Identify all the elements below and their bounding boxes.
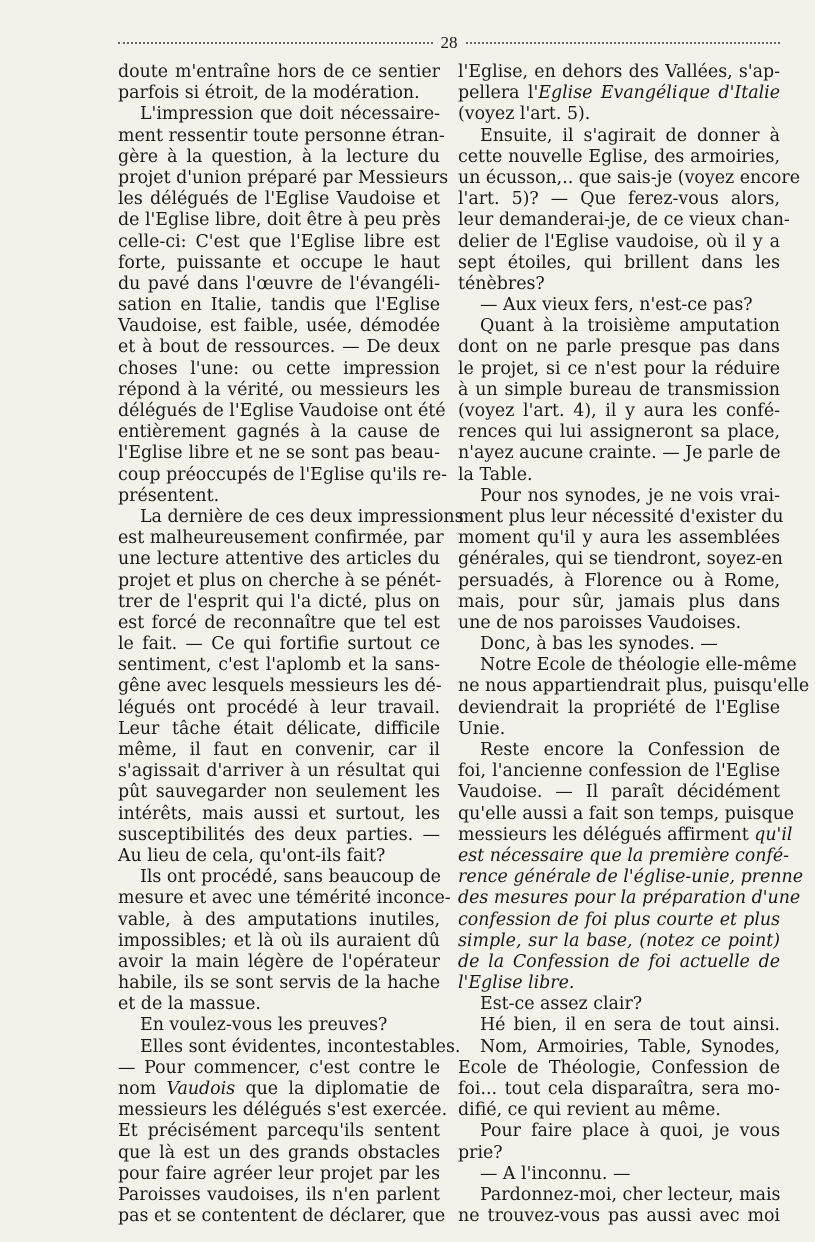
text-line: pour faire agréer leur projet par les [118, 1163, 440, 1184]
text-line: parfois si étroit, de la modération. [118, 83, 420, 104]
text-line: (voyez l'art. 5). [458, 104, 591, 125]
text-line: Est-ce assez clair? [480, 994, 643, 1015]
text-line: est forcé de reconnaître que tel est [118, 612, 440, 633]
text-line: difié, ce qui revient au même. [458, 1100, 721, 1121]
text-line: l'Eglise libre et ne se sont pas beau- [118, 443, 440, 464]
text-line: Ecole de Théologie, Confession de [458, 1057, 780, 1078]
left-column [118, 62, 464, 1227]
text-line: nom Vaudois que la diplomatie de [118, 1079, 440, 1099]
text-line: le projet, si ce n'est pour la réduire [458, 358, 780, 379]
text-line: sept étoiles, qui brillent dans les [458, 252, 780, 273]
text-line: persuadés, à Florence ou à Rome, [458, 570, 780, 591]
text-line: gêne avec lesquels messieurs les dé- [118, 676, 442, 697]
text-line: rence générale de l'église-unie, prenne [458, 867, 804, 888]
text-line: une lecture attentive des articles du [118, 549, 440, 570]
text-line: moment qu'il y aura les assemblées [458, 528, 780, 549]
text-line: des mesures pour la préparation d'une [458, 888, 801, 909]
text-line: Vaudoise, est faible, usée, démodée [118, 316, 440, 337]
text-line: les délégués de l'Eglise Vaudoise et [118, 189, 440, 210]
page-header [118, 32, 780, 54]
text-line: entièrement gagnés à la cause de [118, 422, 440, 443]
text-line: que là est un des grands obstacles [118, 1142, 440, 1163]
text-line: pût sauvegarder non seulement les [118, 782, 440, 803]
text-line: leur demanderai-je, de ce vieux chan- [458, 210, 790, 231]
text-line: celle-ci: C'est que l'Eglise libre est [118, 231, 440, 252]
text-line: impossibles; et là où ils auraient dû [118, 930, 440, 951]
text-line: foi, l'ancienne confession de l'Eglise [458, 761, 780, 782]
text-line: mais, pour sûr, jamais plus dans [458, 591, 780, 612]
text-line: — Aux vieux fers, n'est-ce pas? [480, 295, 753, 316]
text-line: choses l'une: ou cette impression [118, 358, 440, 379]
text-line: l'Eglise, en dehors des Vallées, s'ap- [458, 62, 780, 82]
text-line: ténèbres? [458, 273, 545, 294]
text-line: Reste encore la Confession de [480, 740, 780, 760]
text-line: intérêts, mais aussi et surtout, les [118, 803, 440, 824]
text-line: et à bout de ressources. — De deux [118, 337, 440, 358]
text-line: Donc, à bas les synodes. — [480, 634, 718, 655]
text-line: générales, qui se tiendront, soyez-en [458, 549, 783, 570]
text-line: pas et se contentent de déclarer, que [118, 1206, 446, 1227]
text-line: de l'Eglise libre, doit être à peu près [118, 210, 441, 231]
text-line: gère à la question, à la lecture du [118, 146, 440, 167]
text-line: ment ressentir toute personne étran- [118, 125, 445, 146]
text-line: — Pour commencer, c'est contre le [118, 1057, 440, 1078]
text-line: messieurs les délégués affirment qu'il [458, 824, 793, 845]
text-line: delier de l'Eglise vaudoise, où il y a [458, 231, 780, 252]
text-line: trer de l'esprit qui l'a dicté, plus on [118, 591, 440, 612]
text-line: projet et plus on cherche à se pénét- [118, 570, 442, 591]
text-line: ne trouvez-vous pas aussi avec moi [458, 1206, 780, 1227]
text-line: à un simple bureau de transmission [458, 379, 780, 400]
text-line: coup préoccupés de l'Eglise qu'ils re- [118, 464, 447, 485]
text-line: délégués de l'Eglise Vaudoise ont été [118, 401, 446, 421]
text-line: sentiment, c'est l'aplomb et la sans- [118, 655, 440, 676]
text-line: habile, ils se sont servis de la hache [118, 973, 440, 994]
text-line: l'art. 5)? — Que ferez-vous alors, [458, 189, 780, 210]
text-line: est nécessaire que la première confé- [458, 845, 790, 866]
text-line: La dernière de ces deux impressions [140, 506, 464, 527]
text-line: même, il faut en convenir, car il [118, 740, 440, 760]
text-line: Unie. [458, 718, 506, 739]
text-line: une de nos paroisses Vaudoises. [458, 612, 742, 633]
text-line: rences qui lui assigneront sa place, [458, 422, 780, 443]
text-line: simple, sur la base, (notez ce point) [458, 930, 780, 951]
text-line: ne nous appartiendrait plus, puisqu'elle [458, 676, 810, 697]
text-line: doute m'entraîne hors de ce sentier [118, 62, 440, 82]
text-line: Ensuite, il s'agirait de donner à [480, 125, 780, 146]
text-line: la Table. [458, 464, 533, 485]
text-line: cette nouvelle Eglise, des armoiries, [458, 146, 780, 167]
text-line: de la Confession de foi actuelle de [458, 951, 780, 972]
header-rule-left [118, 42, 433, 44]
text-line: répond à la vérité, ou messieurs les [118, 379, 440, 400]
text-line: Paroisses vaudoises, ils n'en parlent [118, 1184, 440, 1205]
text-line: Quant à la troisième amputation [480, 316, 780, 337]
right-column [458, 62, 810, 1227]
text-line: qu'elle aussi a fait son temps, puisque [458, 803, 795, 824]
text-line: confession de foi plus courte et plus [458, 909, 780, 930]
text-line: L'impression que doit nécessaire- [140, 104, 440, 125]
text-line: Vaudoise. — Il paraît décidément [458, 782, 780, 803]
text-line: pellera l'Eglise Evangélique d'Italie [458, 83, 780, 104]
text-line: Hé bien, il en sera de tout ainsi. [480, 1015, 780, 1036]
text-line: Pardonnez-moi, cher lecteur, mais [480, 1184, 781, 1205]
text-line: ment plus leur nécessité d'exister du [458, 506, 784, 527]
text-line: avoir la main légère de l'opérateur [118, 951, 440, 972]
text-line: n'ayez aucune crainte. — Je parle de [458, 443, 781, 464]
text-line: vable, à des amputations inutiles, [118, 909, 440, 930]
text-line: Pour faire place à quoi, je vous [480, 1121, 780, 1142]
text-line: l'Eglise libre. [458, 973, 575, 994]
text-line: forte, puissante et occupe le haut [118, 252, 440, 273]
text-line: un écusson,.. que sais-je (voyez encore [458, 167, 801, 188]
text-line: susceptibilités des deux parties. — [118, 824, 440, 845]
text-line: légués ont procédé à leur travail. [118, 697, 440, 718]
text-line: deviendrait la propriété de l'Eglise [458, 697, 780, 718]
text-line: dont on ne parle presque pas dans [458, 337, 780, 358]
text-line: Leur tâche était délicate, difficile [118, 718, 440, 739]
text-line: — A l'inconnu. — [480, 1163, 631, 1184]
text-line: Ils ont procédé, sans beaucoup de [140, 867, 441, 888]
text-line: Nom, Armoiries, Table, Synodes, [480, 1036, 780, 1057]
text-line: et de la massue. [118, 994, 261, 1015]
page-number: 28 [440, 33, 458, 52]
text-line: le fait. — Ce qui fortifie surtout ce [118, 634, 440, 655]
text-line: du pavé dans l'œuvre de l'évangéli- [118, 273, 440, 294]
header-rule-right [466, 42, 781, 44]
text-line: présentent. [118, 485, 220, 506]
text-line: foi... tout cela disparaîtra, sera mo- [458, 1079, 780, 1099]
text-line: projet d'union préparé par Messieurs [118, 167, 449, 188]
text-line: messieurs les délégués s'est exercée. [118, 1100, 448, 1121]
text-line: est malheureusement confirmée, par [118, 528, 444, 549]
text-line: Pour nos synodes, je ne vois vrai- [480, 485, 780, 506]
text-line: sation en Italie, tandis que l'Eglise [118, 295, 440, 316]
text-line: En voulez-vous les preuves? [140, 1015, 388, 1036]
text-line: Notre Ecole de théologie elle-même [480, 655, 797, 676]
text-line: (voyez l'art. 4), il y aura les confé- [458, 401, 780, 421]
text-line: Et précisément parcequ'ils sentent [118, 1121, 440, 1142]
text-line: Au lieu de cela, qu'ont-ils fait? [118, 845, 386, 866]
text-line: s'agissait d'arriver à un résultat qui [118, 761, 440, 782]
text-line: mesure et avec une témérité inconce- [118, 888, 451, 909]
text-line: Elles sont évidentes, incontestables. [140, 1036, 461, 1057]
text-line: prie? [458, 1142, 503, 1163]
